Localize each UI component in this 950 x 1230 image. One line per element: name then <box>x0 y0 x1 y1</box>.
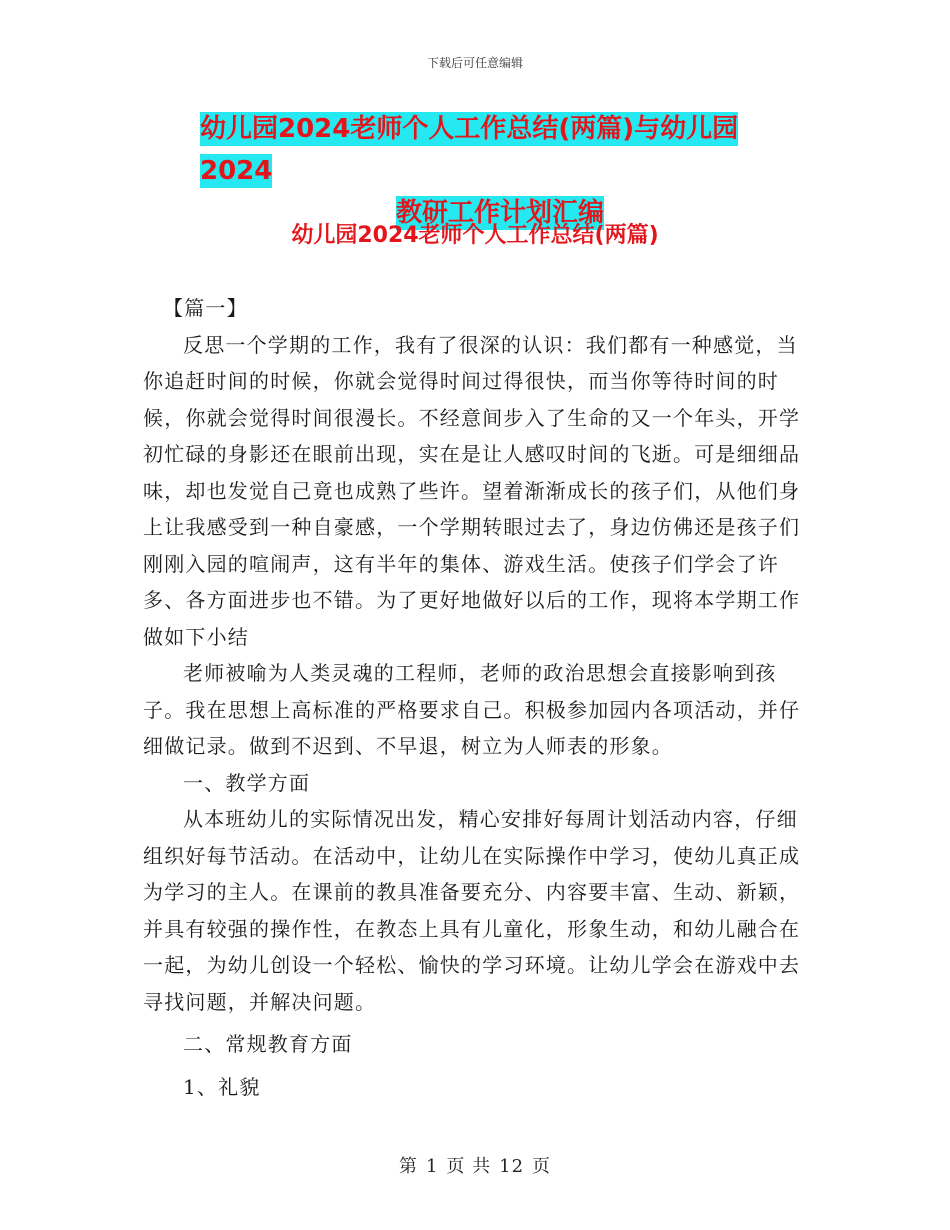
title-line-2: 教研工作计划汇编 <box>395 198 604 228</box>
section-subtitle: 幼儿园2024老师个人工作总结(两篇) <box>291 223 659 248</box>
document-body <box>143 290 803 1105</box>
heading-teaching: 一、教学方面 <box>183 770 311 795</box>
footer-suffix: 页 <box>532 1156 552 1177</box>
heading-routine-education: 二、常规教育方面 <box>183 1032 353 1056</box>
page-footer <box>0 1152 950 1178</box>
header-note: 下载后可任意编辑 <box>426 56 523 70</box>
footer-prefix: 第 <box>398 1156 418 1177</box>
paragraph-reflection: 反思一个学期的工作，我有了很深的认识：我们都有一种感觉，当你追赶时间的时候，你就会觉得时间过得很快，而当你等待时间的时候，你就会觉得时间很漫长。不经意间步入了生命的又一个年头，开学初忙碌的身影还在眼前出现，实在是让人感叹时间的飞逝。可是细细品味，却也发觉自己竟也成熟了些许。望着渐渐成长的孩子们，从他们身上让我感受到一种自豪感，一个学期转眼过去了，身边仿佛还是孩子们刚刚入园的喧闹声，这有半年的集体、游戏生活。使孩子们学会了许多、各方面进步也不错。为了更好地做好以后的工作，现将本学期工作做如下小结 <box>143 332 801 649</box>
paragraph-teacher-role: 老师被喻为人类灵魂的工程师，老师的政治思想会直接影响到孩子。我在思想上高标准的严格要求自己。积极参加园内各项活动，并仔细做记录。做到不迟到、不早退，树立为人师表的形象。 <box>143 661 801 758</box>
footer-mid: 页 共 <box>446 1156 492 1177</box>
title-line-1: 幼儿园2024老师个人工作总结(两篇)与幼儿园2024 <box>200 114 739 186</box>
heading-manners: 1、礼貌 <box>183 1074 261 1099</box>
document-title <box>190 108 810 234</box>
footer-total-pages: 12 <box>499 1156 525 1177</box>
section-label: 【篇一】 <box>163 296 248 320</box>
paragraph-teaching: 从本班幼儿的实际情况出发，精心安排好每周计划活动内容，仔细组织好每节活动。在活动中，让幼儿在实际操作中学习，使幼儿真正成为学习的主人。在课前的教具准备要充分、内容要丰富、生动、新颖，并具有较强的操作性，在教态上具有儿童化，形象生动，和幼儿融合在一起，为幼儿创设一个轻松、愉快的学习环境。让幼儿学会在游戏中去寻找问题，并解决问题。 <box>143 807 801 1014</box>
footer-page-number: 1 <box>425 1156 439 1177</box>
